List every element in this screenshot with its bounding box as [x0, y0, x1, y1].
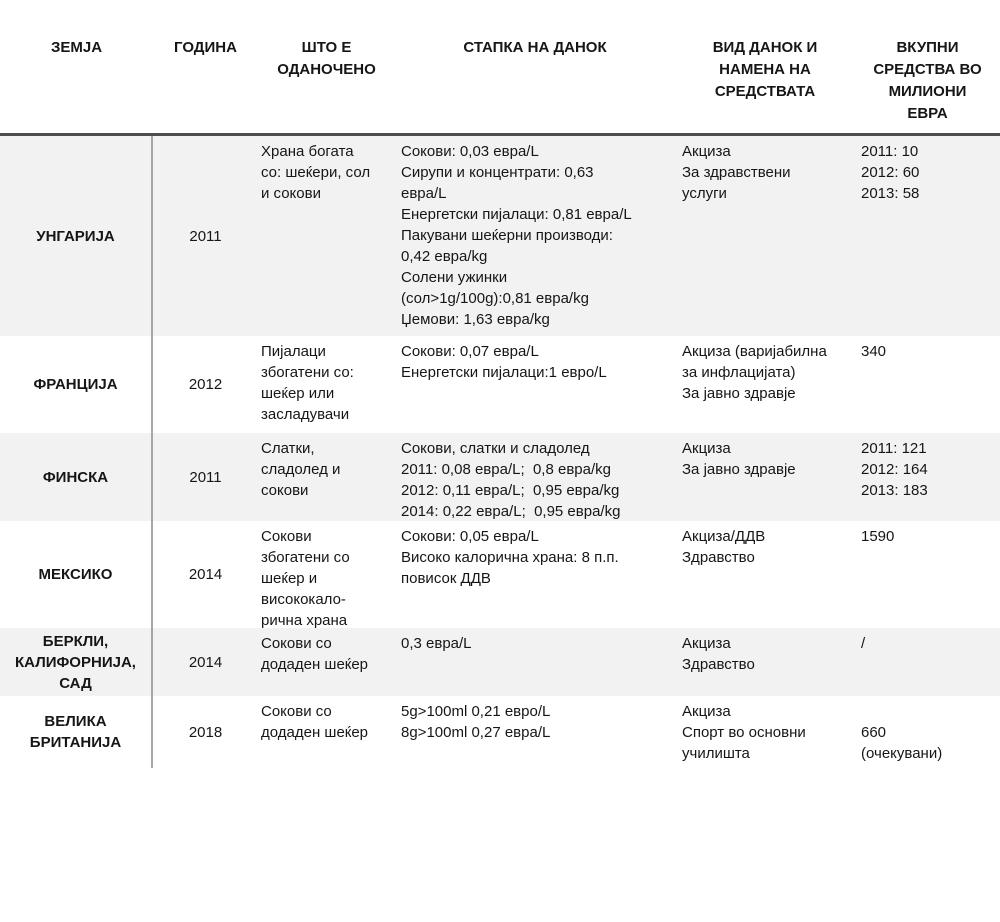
cell-tax-type: Акциза (варијабилна за инфлацијата) За јавно здравје — [682, 343, 827, 402]
table-header-row — [0, 0, 1000, 133]
table-row-hungary — [0, 136, 1000, 336]
cell-taxed: Сокови со додаден шеќер — [261, 703, 369, 741]
cell-rate: Сокови, слатки и сладолед 2011: 0,08 евра/L; 0,8 евра/kg 2012: 0,11 евра/L; 0,95 евра/kg 2014: 0,22 евра/L; 0,95 евра/kg — [401, 440, 621, 520]
cell-country: ФРАНЦИЈА — [0, 336, 153, 433]
cell-rate: Сокови: 0,07 евра/L Енергетски пијалаци:1 евро/L — [401, 343, 607, 381]
cell-total: / — [861, 635, 866, 652]
table-body — [0, 133, 1000, 768]
cell-rate: 5g>100ml 0,21 евро/L 8g>100ml 0,27 евра/L — [401, 703, 551, 741]
column-header-tax-type: ВИД ДАНОК И НАМЕНА НА СРЕДСТВАТА — [712, 39, 818, 100]
table-row-france — [0, 336, 1000, 433]
cell-rate: 0,3 евра/L — [401, 635, 472, 652]
cell-year: 2011 — [189, 227, 222, 245]
table-row-finland — [0, 433, 1000, 521]
column-header-country: ЗЕМЈА — [50, 39, 103, 56]
cell-tax-type: Акциза За јавно здравје — [682, 440, 796, 478]
table-row-mexico — [0, 521, 1000, 628]
cell-country: БЕРКЛИ, КАЛИФОРНИЈА, САД — [0, 628, 153, 696]
column-header-rate: СТАПКА НА ДАНОК — [463, 39, 607, 56]
cell-year: 2012 — [188, 376, 223, 393]
cell-tax-type: Акциза Здравство — [682, 635, 755, 673]
cell-total: 660 (очекувани) — [861, 724, 943, 762]
cell-year: 2014 — [188, 566, 223, 583]
cell-country: ФИНСКА — [0, 433, 153, 521]
cell-taxed: Пијалаци збогатени со: шеќер или засладувачи — [261, 343, 354, 423]
column-header-total: ВКУПНИ СРЕДСТВА ВО МИЛИОНИ ЕВРА — [873, 39, 982, 122]
cell-rate: Сокови: 0,05 евра/L Високо калорична храна: 8 п.п. повисок ДДВ — [401, 528, 619, 587]
cell-tax-type: Акциза/ДДВ Здравство — [682, 528, 766, 566]
cell-taxed: Слатки, сладолед и сокови — [261, 440, 341, 499]
cell-total: 1590 — [861, 528, 895, 545]
cell-total: 2011: 10 2012: 60 2013: 58 — [861, 143, 920, 202]
column-header-taxed: ШТО Е ОДАНОЧЕНО — [277, 39, 376, 78]
column-header-year: ГОДИНА — [174, 39, 237, 56]
cell-tax-type: Акциза За здравствени услуги — [682, 143, 791, 202]
cell-country: УНГАРИЈА — [0, 136, 153, 336]
cell-country: ВЕЛИКА БРИТАНИЈА — [0, 696, 153, 768]
table-row-berkeley — [0, 628, 1000, 696]
cell-country: МЕКСИКО — [0, 521, 153, 628]
table-row-uk — [0, 696, 1000, 768]
cell-tax-type: Акциза Спорт во основни училишта — [682, 703, 806, 762]
cell-rate: Сокови: 0,03 евра/L Сирупи и концентрати: 0,63 евра/L Енергетски пијалаци: 0,81 евра/L Пакувани шеќерни производи: 0,42 евра/kg Солени ужинки (сол>1g/100g):0,81 евра/kg Џемови: 1,63 евра/kg — [401, 143, 632, 328]
cell-taxed: Сокови со додаден шеќер — [261, 635, 369, 673]
cell-year: 2014 — [188, 653, 223, 671]
cell-taxed: Сокови збогатени со шеќер и висококало- рична храна — [261, 528, 350, 629]
cell-year: 2011 — [189, 468, 222, 486]
cell-taxed: Храна богата со: шеќери, сол и сокови — [261, 143, 371, 202]
cell-year: 2018 — [188, 723, 223, 741]
cell-total: 2011: 121 2012: 164 2013: 183 — [861, 440, 928, 499]
cell-total: 340 — [861, 343, 887, 360]
